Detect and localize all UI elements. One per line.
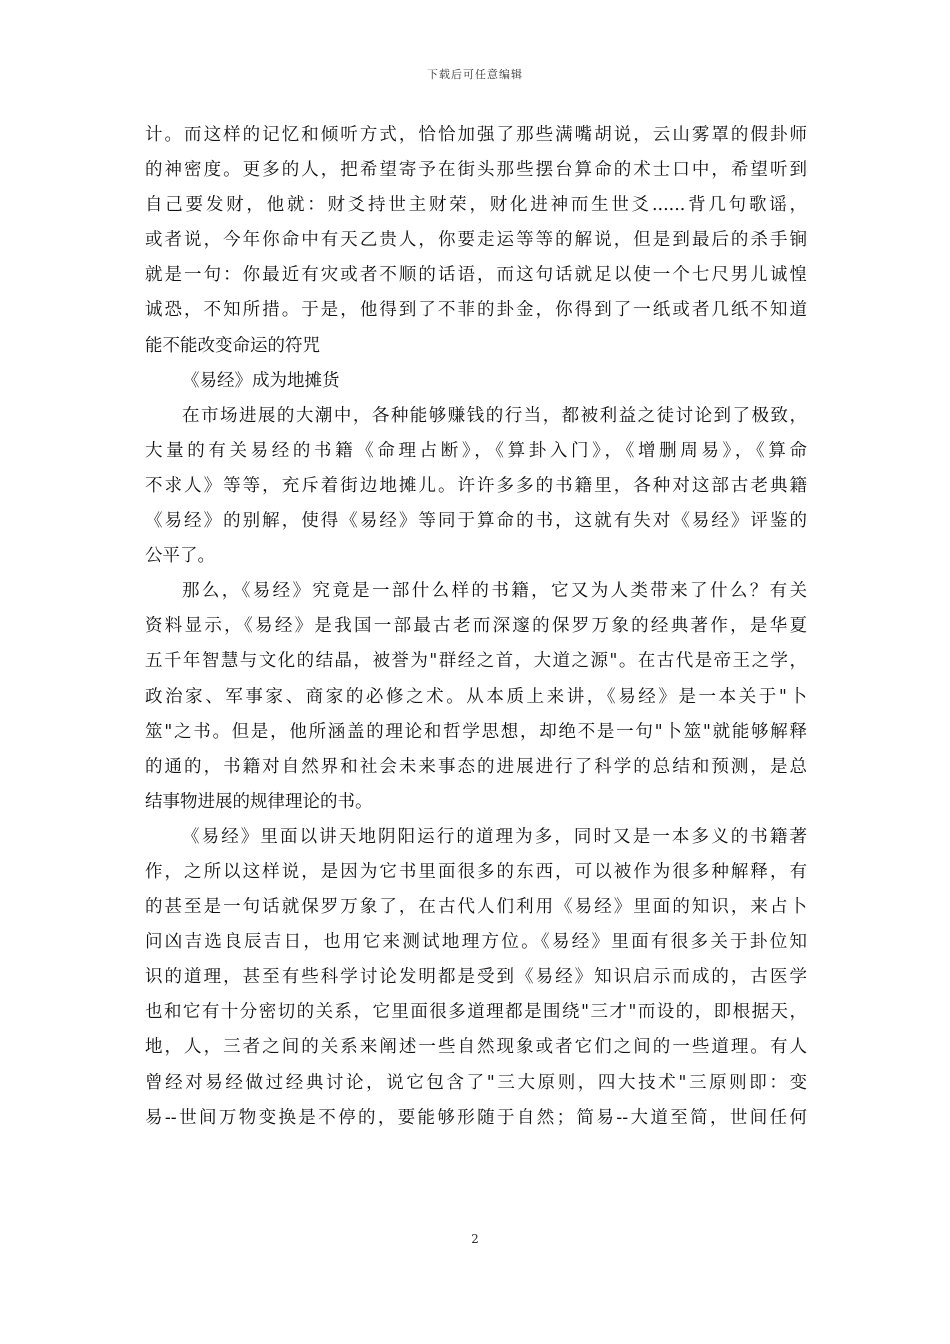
text-line: 大量的有关易经的书籍《命理占断》，《算卦入门》，《增删周易》，《算命 bbox=[145, 440, 807, 461]
text-line: 五千年智慧与文化的结晶，被誉为"群经之首，大道之源"。在古代是帝王之学， bbox=[145, 651, 807, 672]
text-line: 的甚至是一句话就保罗万象了，在古代人们利用《易经》里面的知识，来占卜 bbox=[145, 897, 807, 918]
text-line: 地，人，三者之间的关系来阐述一些自然现象或者它们之间的一些道理。有人 bbox=[145, 1037, 807, 1058]
text-line: 作，之所以这样说，是因为它书里面很多的东西，可以被作为很多种解释，有 bbox=[145, 861, 807, 882]
text-line: 《易经》的别解，使得《易经》等同于算命的书，这就有失对《易经》评鉴的 bbox=[145, 511, 807, 532]
text-line: 问凶吉选良辰吉日，也用它来测试地理方位。《易经》里面有很多关于卦位知 bbox=[145, 932, 807, 953]
text-line: 公平了。 bbox=[145, 546, 215, 567]
text-line: 也和它有十分密切的关系，它里面很多道理都是围绕"三才"而设的，即根据天， bbox=[145, 1002, 807, 1023]
text-line: 《易经》里面以讲天地阴阳运行的道理为多，同时又是一本多义的书籍著 bbox=[182, 826, 807, 847]
text-line: 筮"之书。但是，他所涵盖的理论和哲学思想，却绝不是一句"卜筮"就能够解释 bbox=[145, 721, 807, 742]
text-line: 结事物进展的规律理论的书。 bbox=[145, 791, 373, 812]
document-body bbox=[145, 118, 807, 1136]
text-line: 《易经》成为地摊货 bbox=[182, 370, 340, 391]
text-line: 能不能改变命运的符咒 bbox=[145, 335, 320, 356]
text-line: 资料显示，《易经》是我国一部最古老而深邃的保罗万象的经典著作，是华夏 bbox=[145, 616, 807, 637]
text-line: 识的道理，甚至有些科学讨论发明都是受到《易经》知识启示而成的，古医学 bbox=[145, 967, 807, 988]
text-line: 自己要发财，他就：财爻持世主财荣，财化进神而生世爻......背几句歌谣， bbox=[145, 195, 807, 216]
text-line: 曾经对易经做过经典讨论，说它包含了"三大原则，四大技术"三原则即：变 bbox=[145, 1072, 807, 1093]
text-line: 或者说，今年你命中有天乙贵人，你要走运等等的解说，但是到最后的杀手锏 bbox=[145, 230, 807, 251]
page-header: 下载后可任意编辑 bbox=[427, 68, 523, 81]
page-number: 2 bbox=[471, 1232, 479, 1246]
text-line: 的神密度。更多的人，把希望寄予在街头那些摆台算命的术士口中，希望听到 bbox=[145, 160, 807, 181]
text-line: 诚恐，不知所措。于是，他得到了不菲的卦金，你得到了一纸或者几纸不知道 bbox=[145, 300, 807, 321]
text-line: 不求人》等等，充斥着街边地摊儿。许许多多的书籍里，各种对这部古老典籍 bbox=[145, 475, 807, 496]
text-line: 的通的，书籍对自然界和社会未来事态的进展进行了科学的总结和预测，是总 bbox=[145, 756, 807, 777]
text-line: 易--世间万物变换是不停的，要能够形随于自然；简易--大道至简，世间任何 bbox=[145, 1107, 807, 1128]
text-line: 就是一句：你最近有灾或者不顺的话语，而这句话就足以使一个七尺男儿诚惶 bbox=[145, 265, 807, 286]
text-line: 政治家、军事家、商家的必修之术。从本质上来讲，《易经》是一本关于"卜 bbox=[145, 686, 807, 707]
text-line: 在市场进展的大潮中，各种能够赚钱的行当，都被利益之徒讨论到了极致， bbox=[182, 405, 807, 426]
text-line: 那么，《易经》究竟是一部什么样的书籍，它又为人类带来了什么？有关 bbox=[182, 581, 807, 602]
text-line: 计。而这样的记忆和倾听方式，恰恰加强了那些满嘴胡说，云山雾罩的假卦师 bbox=[145, 125, 807, 145]
